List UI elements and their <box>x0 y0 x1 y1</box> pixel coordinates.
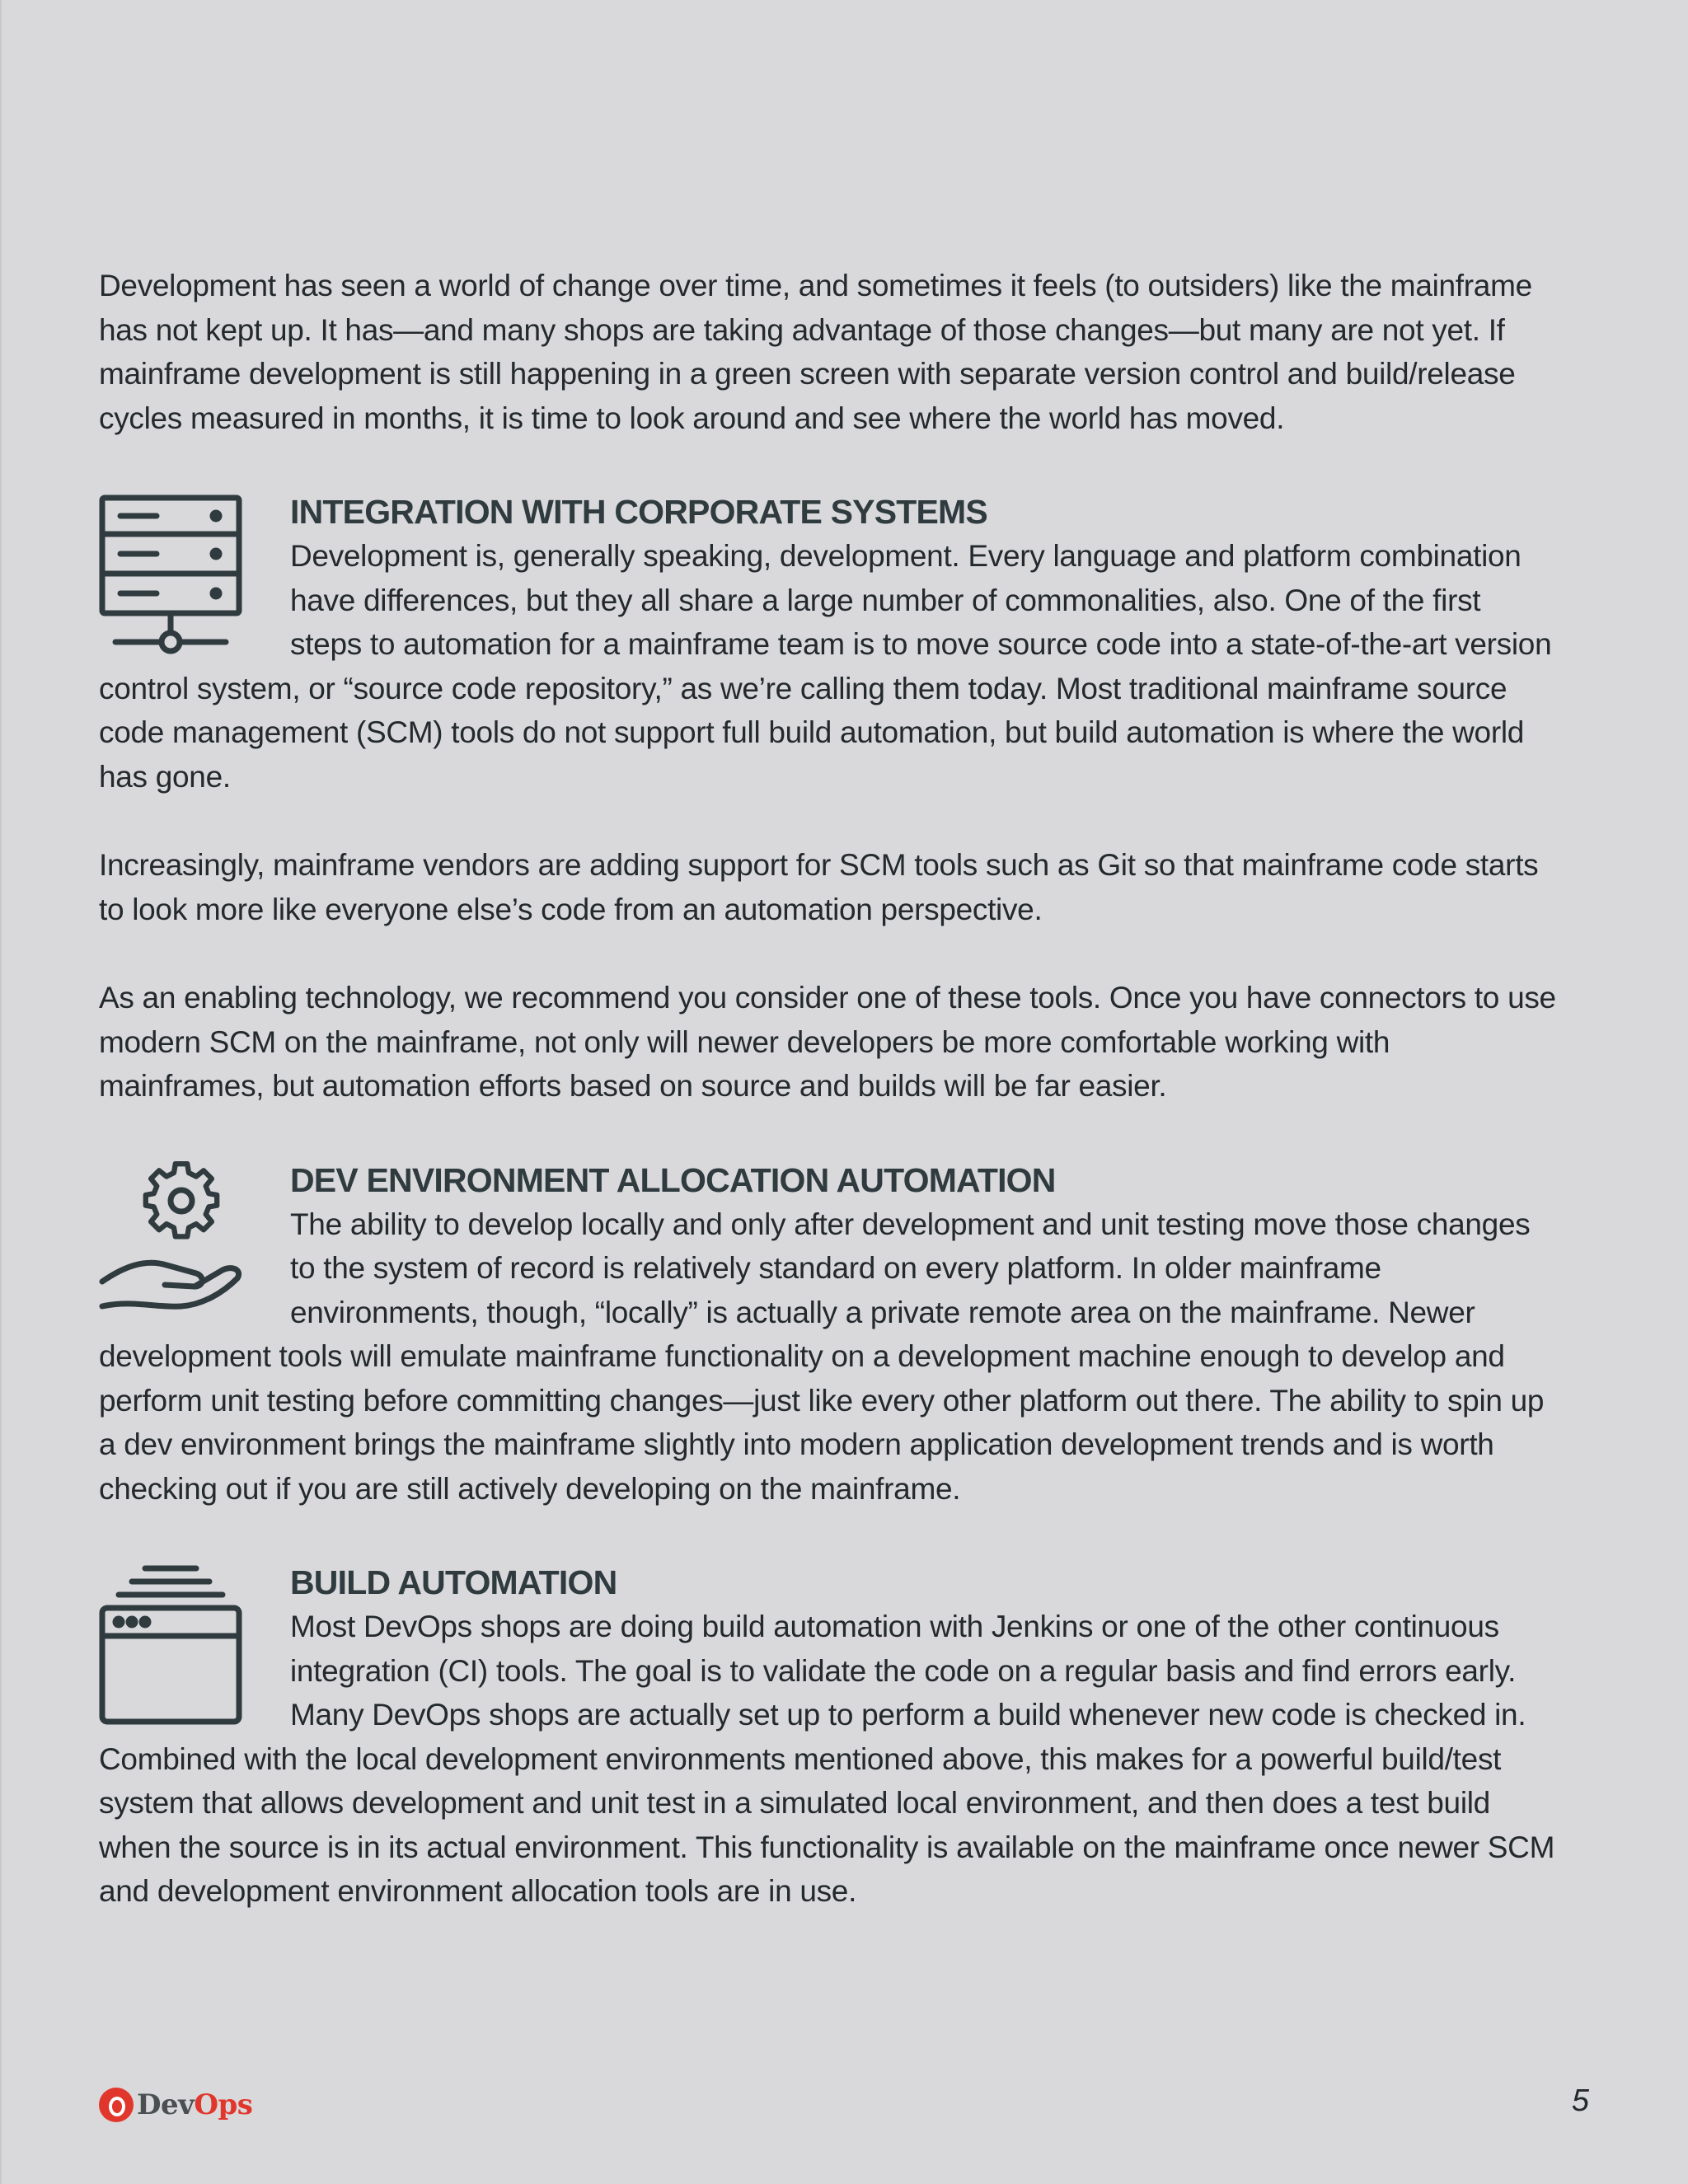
page-content <box>99 264 1558 1914</box>
page-edge <box>0 0 2 2184</box>
intro-paragraph: Development has seen a world of change over time, and sometimes it feels (to outsiders) like the mainframe has not kept up. It has—and many shops are taking advantage of those changes—but many are not yet. If mainframe development is still happening in a green screen with separate version control and build/release cycles measured in months, it is time to look around and see where the world has moved. <box>99 269 1532 435</box>
section-paragraph: As an enabling technology, we recommend you consider one of these tools. Once you have connectors to use modern SCM on the mainframe, not only will newer developers be more comfortable working with mainframes, but automation efforts based on source and builds will be far easier. <box>99 981 1556 1103</box>
section-build-automation <box>99 1560 1558 1914</box>
section-integration <box>99 490 1558 1108</box>
server-icon <box>99 493 247 658</box>
gear-in-hand-icon <box>99 1161 247 1326</box>
logo-text-ops: Ops <box>194 2088 253 2121</box>
page-number: 5 <box>1571 2083 1589 2118</box>
devops-logo[interactable] <box>99 2085 252 2125</box>
logo-text-dev: Dev <box>137 2088 195 2121</box>
section-heading: DEV ENVIRONMENT ALLOCATION AUTOMATION <box>290 1160 1056 1199</box>
section-heading: BUILD AUTOMATION <box>290 1563 617 1601</box>
section-heading: INTEGRATION WITH CORPORATE SYSTEMS <box>290 493 987 531</box>
devops-logo-icon <box>99 2088 134 2122</box>
section-paragraph: Development is, generally speaking, development. Every language and platform combination have differences, but they all share a large number of commonalities, also. One of the first steps to automation for a mainframe team is to move source code into a state-of-the-art version control system, or “source code repository,” as we’re calling them today. Most traditional mainframe source code management (SCM) tools do not support full build automation, but build automation is where the world has gone. <box>99 539 1552 794</box>
browser-window-icon <box>99 1563 247 1728</box>
section-paragraph: Increasingly, mainframe vendors are adding support for SCM tools such as Git so that mainframe code starts to look more like everyone else’s code from an automation perspective. <box>99 848 1539 926</box>
section-dev-environment <box>99 1158 1558 1511</box>
section-paragraph: The ability to develop locally and only after development and unit testing move those changes to the system of record is relatively standard on every platform. In older mainframe environments, though, “locally” is actually a private remote area on the mainframe. Newer development tools will emulate mainframe functionality on a development machine enough to develop and perform unit testing before committing changes—just like every other platform out there. The ability to spin up a dev environment brings the mainframe slightly into modern application development trends and is worth checking out if you are still actively developing on the mainframe. <box>99 1207 1545 1506</box>
section-paragraph: Most DevOps shops are doing build automation with Jenkins or one of the other continuous integration (CI) tools. The goal is to validate the code on a regular basis and find errors early. Many DevOps shops are actually set up to perform a build whenever new code is checked in. Combined with the local development environments mentioned above, this makes for a powerful build/test system that allows development and unit test in a simulated local environment, and then does a test build when the source is in its actual environment. This functionality is available on the mainframe once newer SCM and development environment allocation tools are in use. <box>99 1610 1555 1908</box>
